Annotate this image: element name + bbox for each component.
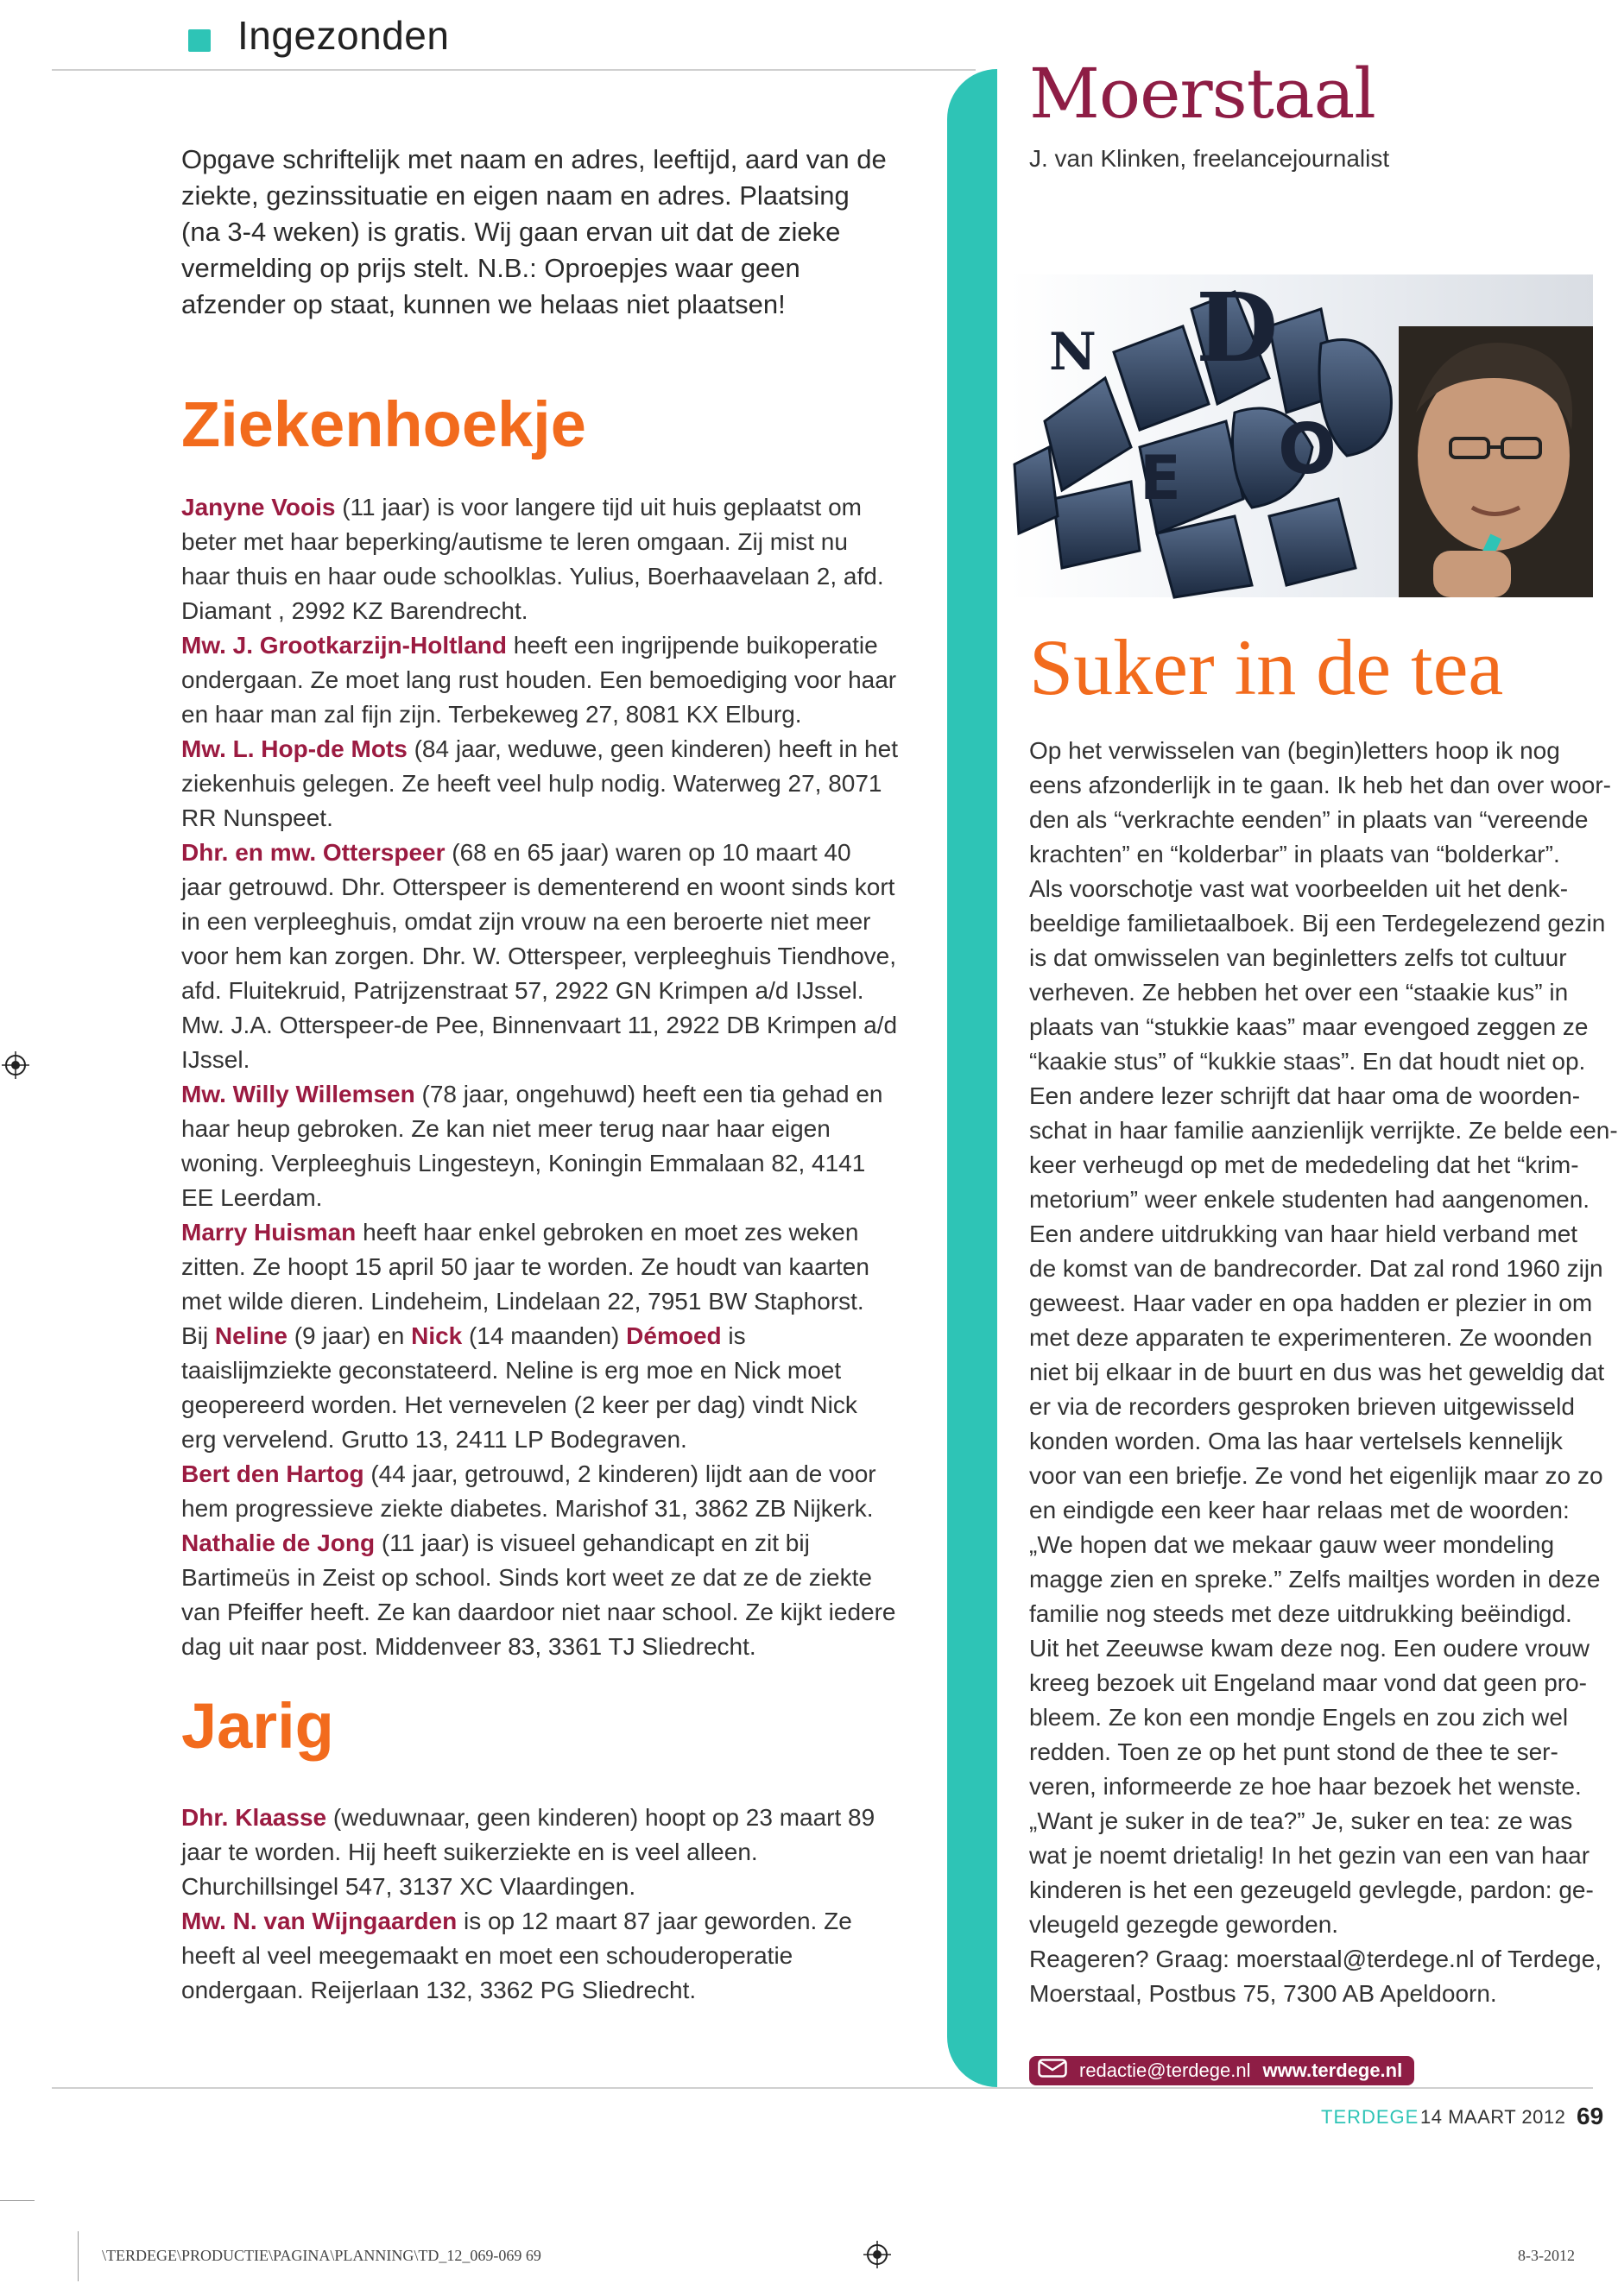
body-line: konden worden. Oma las haar vertelsels kennelijk	[1029, 1428, 1563, 1454]
body-line: is dat omwisselen van beginletters zelfs tot cultuur	[1029, 944, 1567, 971]
print-slug-date: 8-3-2012	[1518, 2247, 1575, 2264]
entry-name: Neline	[214, 1322, 288, 1349]
column-title: Moerstaal	[1029, 54, 1375, 134]
footer-publication: TERDEGE	[1321, 2106, 1419, 2128]
svg-text:E: E	[1140, 443, 1181, 514]
entry-name: Janyne Voois	[181, 494, 336, 520]
bottom-rule	[52, 2087, 1593, 2089]
body-line: keer verheugd op met de mededeling dat het “krim-	[1029, 1151, 1579, 1178]
body-line: kreeg bezoek uit Engeland maar vond dat geen pro-	[1029, 1669, 1587, 1696]
body-line: Uit het Zeeuwse kwam deze nog. Een oudere vrouw	[1029, 1635, 1590, 1662]
section-label: Ingezonden	[237, 13, 450, 58]
body-line: „Want je suker in de tea?” Je, suker en tea: ze was	[1029, 1807, 1573, 1834]
column-headline: Suker in de tea	[1029, 623, 1504, 711]
entry	[181, 1526, 898, 1664]
entry-text: (11 jaar) is voor langere tijd uit huis geplaatst om beter met haar beperking/autisme te leren omgaan. Zij mist nu haar thuis en haar oude schoolklas. Yulius, Boerhaavelaan 2, afd. Diamant , 2992 KZ Barendrecht.	[181, 494, 884, 624]
contact-website-link[interactable]: www.terdege.nl	[1262, 2059, 1403, 2081]
entry-name: Marry Huisman	[181, 1219, 357, 1246]
body-line: en eindigde een keer haar relaas met de woorden:	[1029, 1497, 1570, 1523]
registration-mark-icon	[2, 1051, 29, 1083]
entry-text: is taaislijmziekte geconstateerd. Neline is erg moe en Nick moet geopereerd worden. Het vernevelen (2 keer per dag) vindt Nick erg vervelend. Grutto 13, 2411 LP Bodegraven.	[181, 1322, 857, 1453]
crop-mark	[0, 2200, 35, 2201]
entry-name: Dhr. en mw. Otterspeer	[181, 839, 446, 866]
entry-text: (44 jaar, getrouwd, 2 kinderen) lijdt aan de voor hem progressieve ziekte diabetes. Marishof 31, 3862 ZB Nijkerk.	[181, 1460, 876, 1522]
entry-text: (68 en 65 jaar) waren op 10 maart 40 jaar getrouwd. Dhr. Otterspeer is dementerend en woont sinds kort in een verpleeghuis, omdat zijn vrouw na een beroerte niet meer voor hem kan zorgen. Dhr. W. Otterspeer, verpleeghuis Tiendhove, afd. Fluitekruid, Patrijzenstraat 57, 2922 GN Krimpen a/d IJssel. Mw. J.A. Otterspeer-de Pee, Binnenvaart 11, 2922 DB Krimpen a/d IJssel.	[181, 839, 898, 1073]
entry	[181, 1077, 898, 1215]
body-line: er via de recorders gesproken brieven uitgewisseld	[1029, 1393, 1575, 1420]
column-byline: J. van Klinken, freelancejournalist	[1029, 145, 1390, 172]
jarig-list	[181, 1801, 898, 2008]
entry	[181, 1904, 898, 2008]
ziekenhoekje-title: Ziekenhoekje	[181, 388, 586, 460]
jarig-title: Jarig	[181, 1690, 334, 1762]
svg-text:D: D	[1196, 272, 1279, 383]
body-line: met deze apparaten te experimenteren. Ze woonden	[1029, 1324, 1593, 1351]
entry	[181, 1457, 898, 1526]
body-line: krachten” en “kolderbar” in plaats van “bolderkar”.	[1029, 841, 1560, 867]
entry-pre: Bij	[181, 1322, 215, 1349]
entry-name: Mw. N. van Wijngaarden	[181, 1908, 458, 1934]
body-line: Reageren? Graag: moerstaal@terdege.nl of Terdege,	[1029, 1946, 1602, 1972]
column-illustration	[1010, 274, 1593, 597]
body-line: veren, informeerde ze hoe haar bezoek het wenste.	[1029, 1773, 1582, 1800]
entry	[181, 628, 898, 732]
body-line: redden. Toen ze op het punt stond de thee te ser-	[1029, 1738, 1558, 1765]
body-line: vleugeld gezegde geworden.	[1029, 1911, 1339, 1938]
contact-bar	[1029, 2056, 1414, 2085]
top-rule	[52, 69, 976, 71]
page-number: 69	[1577, 2103, 1604, 2129]
body-line: geweest. Haar vader en opa hadden er plezier in om	[1029, 1290, 1593, 1316]
svg-text:O: O	[1278, 409, 1337, 489]
entry-text: (78 jaar, ongehuwd) heeft een tia gehad en haar heup gebroken. Ze kan niet meer terug naar haar eigen woning. Verpleeghuis Lingesteyn, Koningin Emmalaan 82, 4141 EE Leerdam.	[181, 1081, 883, 1211]
body-line: den als “verkrachte eenden” in plaats van “vereende	[1029, 806, 1589, 833]
teal-column-divider	[947, 69, 997, 2087]
body-line: „We hopen dat we mekaar gauw weer mondeling	[1029, 1531, 1555, 1558]
entry-mid: (14 maanden)	[462, 1322, 627, 1349]
ziekenhoekje-list	[181, 490, 898, 1664]
print-slug: \TERDEGE\PRODUCTIE\PAGINA\PLANNING\TD_12_069-069 69	[102, 2247, 541, 2264]
body-line: Een andere lezer schrijft dat haar oma de woorden-	[1029, 1082, 1581, 1109]
entry-text: (11 jaar) is visueel gehandicapt en zit bij Bartimeüs in Zeist op school. Sinds kort weet ze dat ze de ziekte van Pfeiffer heeft. Ze kan daardoor niet naar school. Ze kijkt iedere dag uit naar post. Middenveer 83, 3361 TJ Sliedrecht.	[181, 1530, 896, 1660]
body-line: plaats van “stukkie kaas” maar evengoed zeggen ze	[1029, 1013, 1589, 1040]
svg-text:N: N	[1049, 322, 1097, 382]
body-line: wat je noemt drietalig! In het gezin van een van haar	[1029, 1842, 1590, 1869]
registration-mark-icon	[863, 2241, 891, 2273]
body-line: Als voorschotje vast wat voorbeelden uit het denk-	[1029, 875, 1569, 902]
letters-and-author-photo	[1010, 274, 1593, 597]
entry	[181, 1215, 898, 1319]
column-body	[1029, 734, 1618, 2011]
entry	[181, 490, 898, 628]
body-line: metorium” weer enkele studenten had aangenomen.	[1029, 1186, 1590, 1213]
body-line: Op het verwisselen van (begin)letters hoop ik nog	[1029, 737, 1560, 764]
entry	[181, 732, 898, 836]
entry-name: Mw. Willy Willemsen	[181, 1081, 415, 1107]
body-line: “kaakie stus” of “kukkie staas”. En dat houdt niet op.	[1029, 1048, 1586, 1075]
entry-text: (weduwnaar, geen kinderen) hoopt op 23 maart 89 jaar te worden. Hij heeft suikerziekte en is veel alleen. Churchillsingel 547, 3137 XC Vlaardingen.	[181, 1804, 875, 1900]
body-line: magge zien en spreke.” Zelfs mailtjes worden in deze	[1029, 1566, 1601, 1593]
body-line: de komst van de bandrecorder. Dat zal rond 1960 zijn	[1029, 1255, 1603, 1282]
body-line: beeldige familietaalboek. Bij een Terdegelezend gezin	[1029, 910, 1606, 937]
intro-text: Opgave schriftelijk met naam en adres, leeftijd, aard van de ziekte, gezinssituatie en eigen naam en adres. Plaatsing (na 3-4 weken) is gratis. Wij gaan ervan uit dat de zieke vermelding op prijs stelt. N.B.: Oproepjes waar geen afzender op staat, kunnen we helaas niet plaatsen!	[181, 144, 887, 319]
body-line: bleem. Ze kon een mondje Engels en zou zich wel	[1029, 1704, 1569, 1731]
body-line: Moerstaal, Postbus 75, 7300 AB Apeldoorn.	[1029, 1980, 1497, 2007]
footer-date: 14 MAART 2012	[1420, 2106, 1566, 2128]
entry-text: is op 12 maart 87 jaar geworden. Ze heeft al veel meegemaakt en moet een schouderoperatie ondergaan. Reijerlaan 132, 3362 PG Sliedrecht.	[181, 1908, 852, 2003]
entry	[181, 836, 898, 1077]
body-line: Een andere uitdrukking van haar hield verband met	[1029, 1221, 1578, 1247]
body-line: voor van een briefje. Ze vond het eigenlijk maar zo zo	[1029, 1462, 1603, 1489]
entry-name: Nathalie de Jong	[181, 1530, 376, 1556]
contact-email-link[interactable]: redactie@terdege.nl	[1079, 2059, 1251, 2081]
entry-name: Mw. J. Grootkarzijn-Holtland	[181, 632, 507, 659]
entry-name: Bert den Hartog	[181, 1460, 364, 1487]
entry-mid: (9 jaar) en	[287, 1322, 412, 1349]
entry-text: heeft haar enkel gebroken en moet zes weken zitten. Ze hoopt 15 april 50 jaar te worden. Ze houdt van kaarten met wilde dieren. Lindeheim, Lindelaan 22, 7951 BW Staphorst.	[181, 1219, 869, 1315]
body-line: familie nog steeds met deze uitdrukking beëindigd.	[1029, 1600, 1572, 1627]
entry-name: Mw. L. Hop-de Mots	[181, 735, 408, 762]
entry	[181, 1801, 898, 1904]
entry-text: (84 jaar, weduwe, geen kinderen) heeft in het ziekenhuis gelegen. Ze heeft veel hulp nodig. Waterweg 27, 8071 RR Nunspeet.	[181, 735, 898, 831]
section-marker-square	[188, 29, 211, 52]
body-line: niet bij elkaar in de buurt en dus was het geweldig dat	[1029, 1359, 1605, 1385]
crop-mark	[78, 2231, 79, 2281]
body-line: verheven. Ze hebben het over een “staakie kus” in	[1029, 979, 1569, 1006]
entry	[181, 1319, 898, 1457]
body-line: kinderen is het een gezeugeld gevlegde, pardon: ge-	[1029, 1877, 1594, 1903]
entry-name: Démoed	[626, 1322, 722, 1349]
entry-text: heeft een ingrijpende buikoperatie ondergaan. Ze moet lang rust houden. Een bemoediging voor haar en haar man zal fijn zijn. Terbekeweg 27, 8081 KX Elburg.	[181, 632, 897, 728]
entry-name: Dhr. Klaasse	[181, 1804, 327, 1831]
mail-icon	[1038, 2059, 1067, 2083]
body-line: eens afzonderlijk in te gaan. Ik heb het dan over woor-	[1029, 772, 1611, 798]
entry-name: Nick	[411, 1322, 463, 1349]
body-line: schat in haar familie aanzienlijk verrijkte. Ze belde een-	[1029, 1117, 1618, 1144]
